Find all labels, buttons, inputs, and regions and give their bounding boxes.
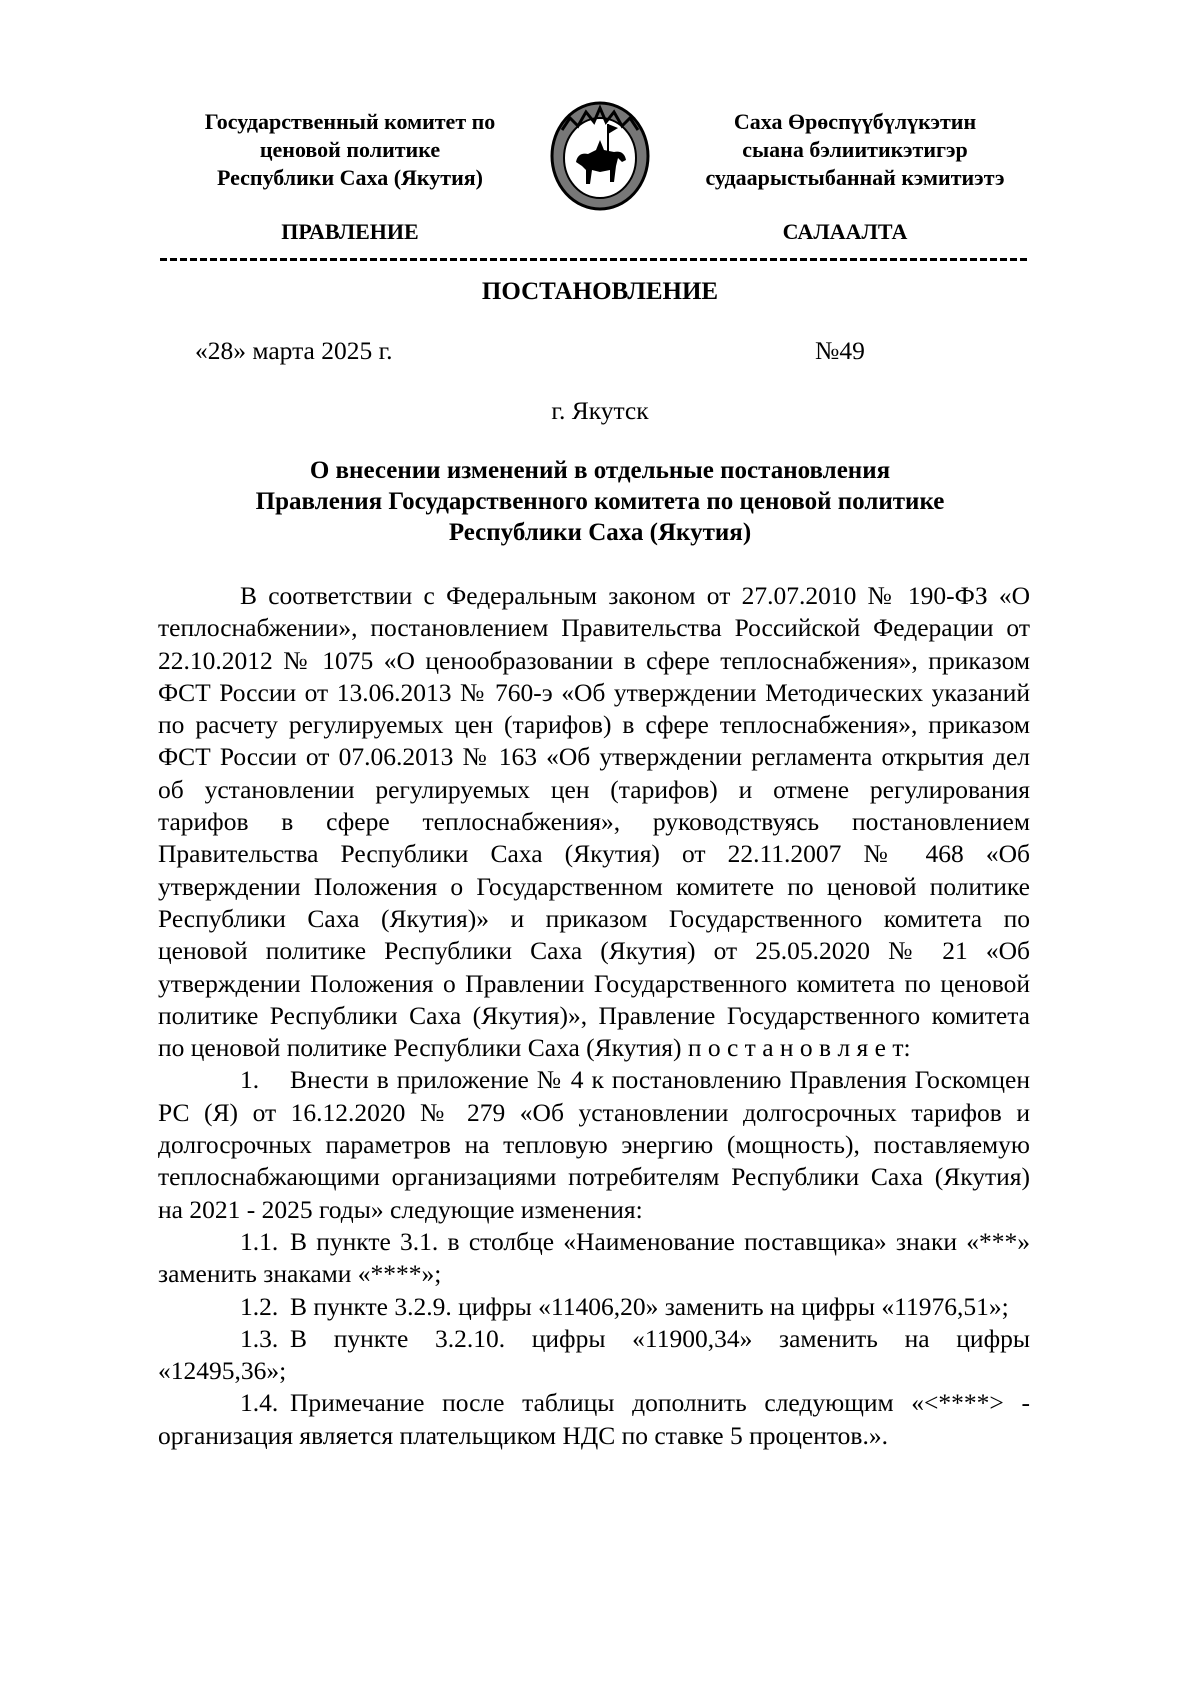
header-right-line: сыана бэлиитикэтигэр bbox=[742, 137, 968, 162]
text-line: по расчету регулируемых цен (тарифов) в сфере теплоснабжения», приказом bbox=[158, 710, 1030, 740]
board-label-sakha: САЛААЛТА bbox=[782, 219, 908, 244]
document-date: «28» марта 2025 г. bbox=[195, 336, 393, 365]
text-line: Республики Саха (Якутия)» и приказом Государственного комитета по bbox=[158, 903, 1030, 933]
text-line: Примечание после таблицы дополнить следующим «<****> - bbox=[290, 1388, 1030, 1418]
text-line: Правительства Республики Саха (Якутия) от 22.11.2007 № 468 «Об bbox=[158, 839, 1030, 869]
text-line: В пункте 3.2.9. цифры «11406,20» заменить на цифры «11976,51»; bbox=[290, 1291, 1009, 1321]
text-line: РС (Я) от 16.12.2020 № 279 «Об установлении долгосрочных тарифов и bbox=[158, 1097, 1030, 1127]
header-left-line: Государственный комитет по bbox=[204, 109, 496, 134]
item-number: 1. bbox=[240, 1065, 260, 1095]
text-line: ФСТ России от 13.06.2013 № 760-э «Об утверждении Методических указаний bbox=[158, 677, 1030, 707]
item-number: 1.3. bbox=[240, 1323, 279, 1353]
document-city: г. Якутск bbox=[551, 396, 649, 425]
text-line: В пункте 3.1. в столбце «Наименование поставщика» знаки «***» bbox=[290, 1226, 1030, 1256]
text-line: утверждении Положения о Государственном комитете по ценовой политике bbox=[158, 871, 1030, 901]
dashed-divider bbox=[160, 258, 1030, 261]
header-right-line: судаарыстыбаннай кэмитиэтэ bbox=[705, 165, 1005, 190]
text-line: тарифов в сфере теплоснабжения», руководствуясь постановлением bbox=[158, 807, 1030, 837]
item-1-3 bbox=[158, 1323, 1030, 1388]
document-title bbox=[100, 455, 1100, 548]
text-line: ценовой политике Республики Саха (Якутия) от 25.05.2020 № 21 «Об bbox=[158, 936, 1030, 966]
text-line: теплоснабжении», постановлением Правительства Российской Федерации от bbox=[158, 613, 1030, 643]
document-type: ПОСТАНОВЛЕНИЕ bbox=[481, 278, 719, 305]
header-left-line: ценовой политике bbox=[259, 137, 441, 162]
title-line: О внесении изменений в отдельные постановления bbox=[309, 457, 891, 484]
text-line: об установлении регулируемых цен (тарифов) и отмене регулирования bbox=[158, 774, 1030, 804]
item-number: 1.4. bbox=[240, 1388, 279, 1418]
item-1-1 bbox=[158, 1226, 1030, 1291]
preamble bbox=[158, 580, 1030, 1064]
item-1 bbox=[158, 1064, 1030, 1225]
header-right bbox=[655, 108, 1055, 192]
header-left-line: Республики Саха (Якутия) bbox=[216, 165, 484, 190]
item-1-4 bbox=[158, 1387, 1030, 1452]
text-line: политике Республики Саха (Якутия)», Правление Государственного комитета bbox=[158, 1000, 1030, 1030]
title-line: Правления Государственного комитета по ценовой политике bbox=[255, 488, 945, 515]
text-line: ФСТ России от 07.06.2013 № 163 «Об утверждении регламента открытия дел bbox=[158, 742, 1030, 772]
text-line: заменить знаками «****»; bbox=[158, 1259, 442, 1289]
text-line: В пункте 3.2.10. цифры «11900,34» заменить на цифры bbox=[290, 1323, 1030, 1353]
item-number: 1.1. bbox=[240, 1226, 279, 1256]
document-number: №49 bbox=[815, 336, 865, 365]
text-line: долгосрочных параметров на тепловую энергию (мощность), поставляемую bbox=[158, 1130, 1030, 1160]
text-line: по ценовой политике Республики Саха (Якутия) п о с т а н о в л я е т: bbox=[158, 1033, 911, 1063]
text-line: на 2021 - 2025 годы» следующие изменения: bbox=[158, 1194, 643, 1224]
item-1-2 bbox=[158, 1291, 1030, 1323]
text-line: теплоснабжающими организациями потребителям Республики Саха (Якутия) bbox=[158, 1162, 1030, 1192]
board-label-ru: ПРАВЛЕНИЕ bbox=[281, 219, 419, 244]
item-number: 1.2. bbox=[240, 1291, 279, 1321]
emblem-icon bbox=[548, 100, 652, 212]
header-left bbox=[150, 108, 550, 192]
text-line: Внести в приложение № 4 к постановлению Правления Госкомцен bbox=[290, 1065, 1030, 1095]
text-line: утверждении Положения о Правлении Государственного комитета по ценовой bbox=[158, 968, 1030, 998]
text-line: «12495,36»; bbox=[158, 1356, 287, 1386]
document-body bbox=[158, 580, 1030, 1452]
text-line: организация является плательщиком НДС по ставке 5 процентов.». bbox=[158, 1420, 888, 1450]
header-right-line: Саха Өрөспүүбүлүкэтин bbox=[733, 109, 977, 134]
text-line: 22.10.2012 № 1075 «О ценообразовании в сфере теплоснабжения», приказом bbox=[158, 645, 1030, 675]
text-line: В соответствии с Федеральным законом от 27.07.2010 № 190-ФЗ «О bbox=[240, 581, 1030, 610]
title-line: Республики Саха (Якутия) bbox=[448, 519, 752, 546]
